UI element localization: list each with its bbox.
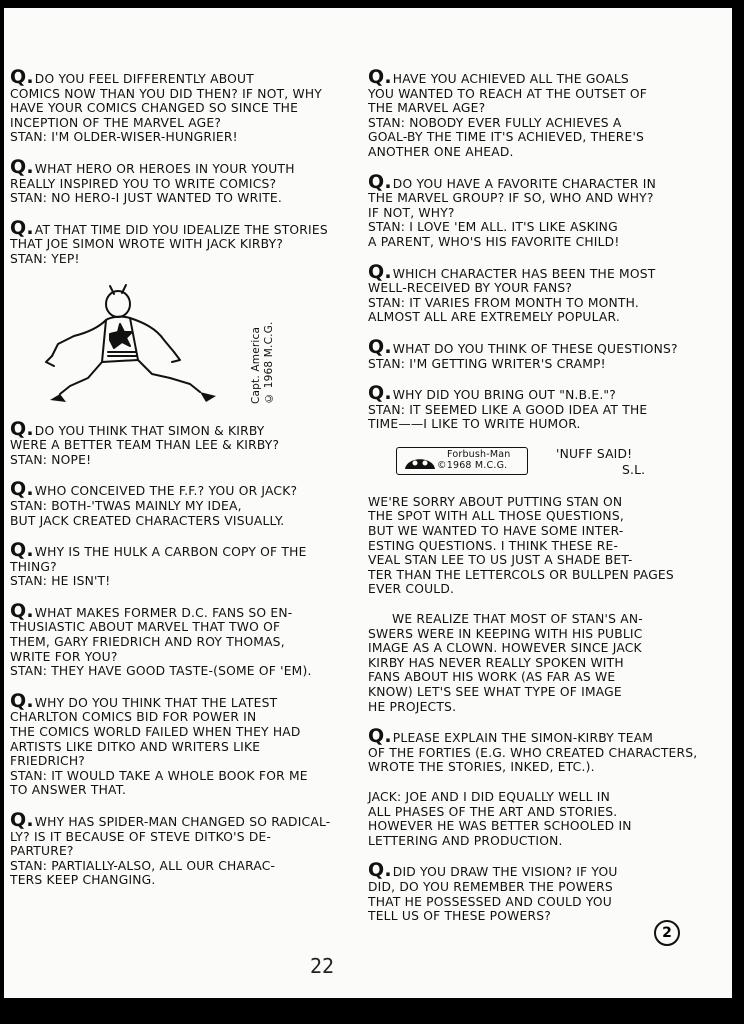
- text-line: BUT WE WANTED TO HAVE SOME INTER-: [368, 524, 624, 539]
- text-line: LETTERING AND PRODUCTION.: [368, 833, 563, 848]
- q-marker: Q.: [368, 170, 392, 193]
- question-line: [10, 216, 350, 239]
- text-line: HE PROJECTS.: [368, 699, 457, 714]
- text-line: ALMOST ALL ARE EXTREMELY POPULAR.: [368, 310, 620, 325]
- text-line: HAVE YOUR COMICS CHANGED SO SINCE THE: [10, 101, 299, 116]
- text-line: GOAL-BY THE TIME IT'S ACHIEVED, THERE'S: [368, 130, 645, 145]
- text-line: THE MARVEL GROUP? IF SO, WHO AND WHY?: [368, 191, 654, 206]
- q-marker: Q.: [10, 66, 34, 88]
- text-line: ANOTHER ONE AHEAD.: [368, 144, 514, 159]
- text-line: WE REALIZE THAT MOST OF STAN'S AN-: [392, 612, 643, 627]
- nuff-said: 'NUFF SAID!: [556, 446, 633, 461]
- text-line: ALL PHASES OF THE ART AND STORIES.: [368, 804, 618, 819]
- question-block: [10, 417, 350, 468]
- text-line: STAN: I'M OLDER-WISER-HUNGRIER!: [10, 130, 238, 145]
- q-marker: Q.: [368, 382, 392, 405]
- question-block: [368, 66, 720, 160]
- text-line: A PARENT, WHO'S HIS FAVORITE CHILD!: [368, 234, 620, 249]
- text-line: THE COMICS WORLD FAILED WHEN THEY HAD: [10, 725, 301, 740]
- q-marker: Q.: [368, 725, 392, 748]
- text-line: WERE A BETTER TEAM THAN LEE & KIRBY?: [10, 438, 280, 453]
- text-line: VEAL STAN LEE TO US JUST A SHADE BET-: [368, 553, 633, 568]
- question-text: DO YOU HAVE A FAVORITE CHARACTER IN: [392, 176, 656, 191]
- question-text: DID YOU DRAW THE VISION? IF YOU: [392, 865, 618, 880]
- text-line: KIRBY HAS NEVER REALLY SPOKEN WITH: [368, 655, 624, 670]
- q-marker: Q.: [368, 335, 392, 358]
- question-block: [368, 260, 720, 325]
- text-line: THUSIASTIC ABOUT MARVEL THAT TWO OF: [10, 620, 281, 635]
- forbush-man-label: Forbush-Man: [447, 448, 511, 460]
- question-block: [10, 66, 350, 145]
- text-line: ESTING QUESTIONS. I THINK THESE RE-: [368, 538, 619, 553]
- captain-america-illustration: [10, 282, 340, 410]
- captain-america-drawing: [30, 282, 240, 410]
- text-line: LY? IS IT BECAUSE OF STEVE DITKO'S DE-: [10, 829, 272, 844]
- text-line: STAN: YEP!: [10, 251, 80, 266]
- question-block: [10, 809, 350, 888]
- question-block: [10, 599, 350, 679]
- question-text: WHAT HERO OR HEROES IN YOUR YOUTH: [34, 161, 295, 176]
- text-line: STAN: NOBODY EVER FULLY ACHIEVES A: [368, 115, 622, 130]
- question-line: [10, 539, 350, 562]
- question-line: [368, 335, 720, 358]
- question-block: [368, 335, 720, 371]
- text-line: INCEPTION OF THE MARVEL AGE?: [10, 115, 222, 130]
- text-line: STAN: I'M GETTING WRITER'S CRAMP!: [368, 356, 606, 371]
- text-line: SWERS WERE IN KEEPING WITH HIS PUBLIC: [368, 626, 643, 641]
- question-line: [368, 66, 720, 88]
- forbush-man-copyright: ©1968 M.C.G.: [437, 459, 508, 471]
- question-line: [10, 689, 350, 712]
- editorial-paragraph-2: [368, 612, 720, 714]
- text-line: TER THAN THE LETTERCOLS OR BULLPEN PAGES: [368, 567, 674, 582]
- q-marker: Q.: [368, 859, 392, 882]
- q-marker: Q.: [10, 417, 34, 440]
- text-line: STAN: NO HERO-I JUST WANTED TO WRITE.: [10, 191, 282, 206]
- text-line: TELL US OF THESE POWERS?: [368, 909, 551, 924]
- question-line: [368, 170, 720, 193]
- text-line: TIME——I LIKE TO WRITE HUMOR.: [368, 417, 581, 432]
- right-column: [368, 66, 720, 939]
- text-line: EVER COULD.: [368, 582, 455, 597]
- question-text: HAVE YOU ACHIEVED ALL THE GOALS: [392, 72, 629, 86]
- forbush-man-illustration: [368, 447, 720, 481]
- text-line: WELL-RECEIVED BY YOUR FANS?: [368, 281, 573, 296]
- text-line: STAN: NOPE!: [10, 452, 92, 467]
- text-line: STAN: HE ISN'T!: [10, 574, 111, 589]
- text-line: THING?: [10, 559, 57, 574]
- question-block: [10, 689, 350, 798]
- text-line: STAN: IT SEEMED LIKE A GOOD IDEA AT THE: [368, 402, 648, 417]
- question-block: [10, 478, 350, 528]
- question-text: PLEASE EXPLAIN THE SIMON-KIRBY TEAM: [392, 731, 654, 746]
- text-line: THE MARVEL AGE?: [368, 101, 486, 116]
- question-text: DO YOU THINK THAT SIMON & KIRBY: [34, 423, 265, 438]
- text-line: STAN: IT VARIES FROM MONTH TO MONTH.: [368, 295, 639, 310]
- text-line: STAN: BOTH-'TWAS MAINLY MY IDEA,: [10, 498, 242, 513]
- signature: S.L.: [622, 462, 646, 477]
- question-line: [368, 859, 720, 882]
- q-marker: Q.: [10, 599, 34, 622]
- question-text: WHAT DO YOU THINK OF THESE QUESTIONS?: [392, 341, 678, 356]
- magazine-page: [4, 8, 732, 998]
- text-line: KNOW) LET'S SEE WHAT TYPE OF IMAGE: [368, 685, 622, 699]
- question-line: [10, 599, 350, 622]
- question-block: [368, 170, 720, 250]
- question-text: WHY DO YOU THINK THAT THE LATEST: [34, 695, 278, 710]
- question-block: [10, 539, 350, 589]
- q-marker: Q.: [10, 539, 34, 562]
- illustration-credit: [250, 292, 275, 404]
- text-line: THEM, GARY FRIEDRICH AND ROY THOMAS,: [10, 635, 285, 650]
- q-marker: Q.: [368, 260, 392, 283]
- question-block: [368, 725, 720, 775]
- text-line: ARTISTS LIKE DITKO AND WRITERS LIKE: [10, 739, 261, 754]
- question-text: WHO CONCEIVED THE F.F.? YOU OR JACK?: [34, 484, 298, 499]
- question-line: [368, 725, 720, 748]
- question-block: [368, 382, 720, 432]
- text-line: BUT JACK CREATED CHARACTERS VISUALLY.: [10, 513, 285, 528]
- q-marker: Q.: [10, 689, 34, 712]
- text-line: JACK: JOE AND I DID EQUALLY WELL IN: [368, 789, 611, 804]
- text-line: WRITE FOR YOU?: [10, 649, 118, 664]
- question-text: DO YOU FEEL DIFFERENTLY ABOUT: [34, 72, 254, 86]
- text-line: FANS ABOUT HIS WORK (AS FAR AS WE: [368, 670, 616, 685]
- question-text: AT THAT TIME DID YOU IDEALIZE THE STORIES: [34, 222, 328, 237]
- circled-page-number: 2: [654, 920, 680, 946]
- question-text: WHAT MAKES FORMER D.C. FANS SO EN-: [34, 605, 293, 620]
- question-text: WHICH CHARACTER HAS BEEN THE MOST: [392, 266, 656, 281]
- text-line: WE'RE SORRY ABOUT PUTTING STAN ON: [368, 494, 623, 509]
- question-text: WHY DID YOU BRING OUT "N.B.E."?: [392, 388, 617, 403]
- text-line: THAT JOE SIMON WROTE WITH JACK KIRBY?: [10, 237, 284, 252]
- text-line: IF NOT, WHY?: [368, 205, 455, 220]
- question-line: [10, 66, 350, 88]
- text-line: TO ANSWER THAT.: [10, 783, 127, 798]
- forbush-man-drawing: [403, 452, 437, 470]
- question-line: [368, 260, 720, 283]
- text-line: OF THE FORTIES (E.G. WHO CREATED CHARACTERS,: [368, 745, 698, 760]
- text-line: REALLY INSPIRED YOU TO WRITE COMICS?: [10, 176, 277, 191]
- q-marker: Q.: [10, 216, 34, 239]
- text-line: STAN: IT WOULD TAKE A WHOLE BOOK FOR ME: [10, 768, 308, 783]
- illustration-credit-copyright: © 1968 M.C.G.: [263, 320, 275, 404]
- q-marker: Q.: [10, 155, 34, 178]
- forbush-man-box: [396, 447, 528, 475]
- question-line: [10, 155, 350, 178]
- q-marker: Q.: [10, 809, 34, 831]
- text-line: WROTE THE STORIES, INKED, ETC.).: [368, 760, 595, 775]
- answer-block: [368, 790, 720, 848]
- illustration-credit-title: Capt. America: [250, 326, 262, 404]
- left-column: [10, 66, 350, 903]
- question-line: [368, 382, 720, 405]
- text-line: THE SPOT WITH ALL THOSE QUESTIONS,: [368, 509, 624, 524]
- text-line: PARTURE?: [10, 844, 74, 859]
- q-marker: Q.: [368, 66, 392, 88]
- text-line: STAN: PARTIALLY-ALSO, ALL OUR CHARAC-: [10, 858, 276, 873]
- text-line: YOU WANTED TO REACH AT THE OUTSET OF: [368, 86, 647, 101]
- text-line: CHARLTON COMICS BID FOR POWER IN: [10, 710, 257, 725]
- editorial-paragraph-1: [368, 495, 720, 597]
- text-line: FRIEDRICH?: [10, 754, 86, 769]
- question-block: [10, 155, 350, 206]
- question-block: [10, 216, 350, 267]
- text-line: STAN: THEY HAVE GOOD TASTE-(SOME OF 'EM).: [10, 664, 312, 679]
- text-line: DID, DO YOU REMEMBER THE POWERS: [368, 879, 613, 894]
- question-text: WHY IS THE HULK A CARBON COPY OF THE: [34, 545, 307, 560]
- text-line: TERS KEEP CHANGING.: [10, 873, 156, 888]
- question-block: [368, 859, 720, 924]
- text-line: STAN: I LOVE 'EM ALL. IT'S LIKE ASKING: [368, 220, 618, 235]
- text-line: IMAGE AS A CLOWN. HOWEVER SINCE JACK: [368, 641, 642, 656]
- question-line: [10, 417, 350, 440]
- question-line: [10, 809, 350, 831]
- q-marker: Q.: [10, 478, 34, 501]
- text-line: COMICS NOW THAN YOU DID THEN? IF NOT, WHY: [10, 86, 323, 101]
- question-text: WHY HAS SPIDER-MAN CHANGED SO RADICAL-: [34, 815, 331, 829]
- page-number: 22: [310, 954, 335, 978]
- question-line: [10, 478, 350, 501]
- text-line: THAT HE POSSESSED AND COULD YOU: [368, 894, 612, 909]
- text-line: HOWEVER HE WAS BETTER SCHOOLED IN: [368, 819, 632, 834]
